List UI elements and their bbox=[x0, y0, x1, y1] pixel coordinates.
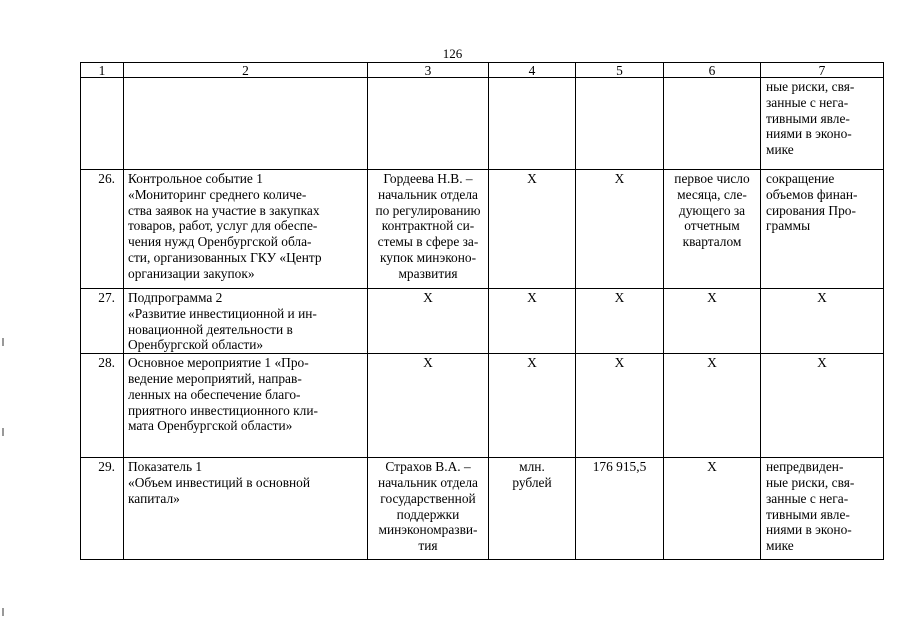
responsible-person: Гордеева Н.В. – начальник отдела по регулированию контрактной си- стемы в сфере за- купок минэконо- мразвития bbox=[368, 170, 489, 289]
responsible-person: X bbox=[368, 354, 489, 458]
risk: X bbox=[761, 354, 884, 458]
deadline: X bbox=[664, 354, 761, 458]
column-number: 6 bbox=[664, 63, 761, 78]
item-name: Контрольное событие 1 «Мониторинг среднего количе- ства заявок на участие в закупках товаров, работ, услуг для обеспе- чения нужд Оренбургской обла- сти, организованных ГКУ «Центр организации закупок» bbox=[124, 170, 368, 289]
scan-mark bbox=[2, 428, 4, 436]
scan-mark bbox=[2, 608, 4, 616]
risk: ные риски, свя- занные с нега- тивными явле- ниями в эконо- мике bbox=[761, 78, 884, 170]
deadline: первое число месяца, сле- дующего за отчетным кварталом bbox=[664, 170, 761, 289]
value: X bbox=[576, 170, 664, 289]
responsible-person: Страхов В.А. – начальник отдела государственной поддержки минэкономразви- тия bbox=[368, 458, 489, 560]
unit: X bbox=[489, 170, 576, 289]
value: X bbox=[576, 289, 664, 354]
column-number: 1 bbox=[81, 63, 124, 78]
risk: X bbox=[761, 289, 884, 354]
responsible-person bbox=[368, 78, 489, 170]
table-row bbox=[81, 458, 884, 560]
column-number: 3 bbox=[368, 63, 489, 78]
row-number: 29. bbox=[81, 458, 124, 560]
scan-mark bbox=[2, 338, 4, 346]
item-name bbox=[124, 78, 368, 170]
column-number: 5 bbox=[576, 63, 664, 78]
table-row bbox=[81, 354, 884, 458]
row-number: 28. bbox=[81, 354, 124, 458]
unit bbox=[489, 78, 576, 170]
unit: X bbox=[489, 289, 576, 354]
column-number: 2 bbox=[124, 63, 368, 78]
column-number-row bbox=[81, 63, 884, 78]
unit: X bbox=[489, 354, 576, 458]
column-number: 4 bbox=[489, 63, 576, 78]
table-row bbox=[81, 170, 884, 289]
risk: сокращение объемов финан- сирования Про- граммы bbox=[761, 170, 884, 289]
table-row bbox=[81, 289, 884, 354]
row-number: 26. bbox=[81, 170, 124, 289]
deadline: X bbox=[664, 458, 761, 560]
value bbox=[576, 78, 664, 170]
unit: млн. рублей bbox=[489, 458, 576, 560]
document-table bbox=[80, 62, 884, 560]
deadline: X bbox=[664, 289, 761, 354]
page-number: 126 bbox=[442, 46, 463, 61]
risk: непредвиден- ные риски, свя- занные с нега- тивными явле- ниями в эконо- мике bbox=[761, 458, 884, 560]
column-number: 7 bbox=[761, 63, 884, 78]
deadline bbox=[664, 78, 761, 170]
table-row bbox=[81, 78, 884, 170]
row-number bbox=[81, 78, 124, 170]
item-name: Основное мероприятие 1 «Про- ведение мероприятий, направ- ленных на обеспечение благо- приятного инвестиционного кли- мата Оренбургской области» bbox=[124, 354, 368, 458]
row-number: 27. bbox=[81, 289, 124, 354]
value: X bbox=[576, 354, 664, 458]
value: 176 915,5 bbox=[576, 458, 664, 560]
item-name: Подпрограмма 2 «Развитие инвестиционной и ин- новационной деятельности в Оренбургской области» bbox=[124, 289, 368, 354]
item-name: Показатель 1 «Объем инвестиций в основной капитал» bbox=[124, 458, 368, 560]
responsible-person: X bbox=[368, 289, 489, 354]
